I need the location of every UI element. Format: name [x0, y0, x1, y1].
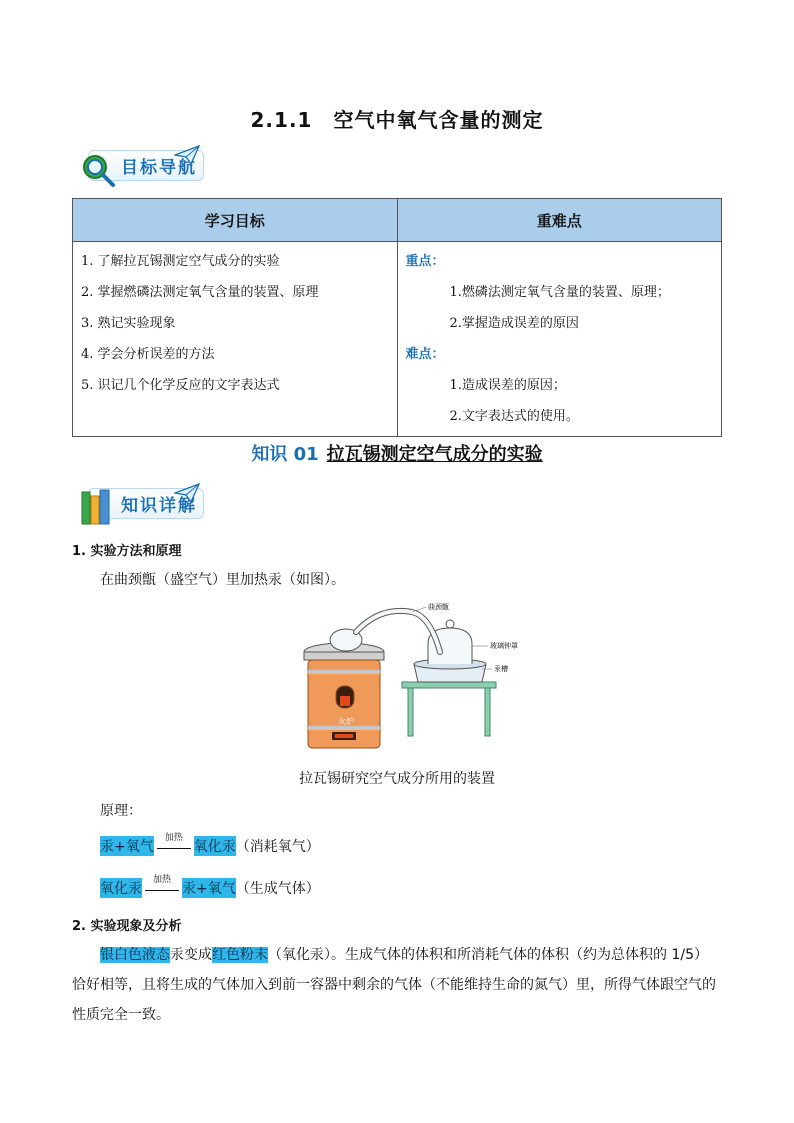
text-fragment: 汞变成 [170, 947, 212, 963]
section-2-line-1 [100, 940, 708, 970]
eq2-condition: 加热 [152, 875, 171, 885]
goal-banner [80, 150, 200, 181]
magnifier-icon [80, 152, 116, 188]
goal-item: 5. 识记几个化学反应的文字表达式 [81, 378, 280, 393]
equation-2 [100, 875, 320, 898]
key-points-cell [397, 242, 722, 437]
bell-jar-label: 玻璃钟罩 [490, 642, 518, 650]
retort-label: 曲颈甑 [428, 603, 449, 611]
eq1-reactants: 汞+氧气 [100, 836, 154, 856]
eq2-reactants: 氧化汞 [100, 878, 142, 898]
eq2-note: （生成气体） [235, 881, 320, 897]
goal-item: 2. 掌握燃磷法测定氧气含量的装置、原理 [81, 285, 319, 300]
detail-banner [80, 488, 200, 519]
section-1-heading: 1. 实验方法和原理 [72, 544, 182, 559]
section-2-heading: 2. 实验现象及分析 [72, 919, 182, 934]
difficulty-label: 难点： [405, 347, 445, 362]
equation-1 [100, 833, 320, 856]
section-1-text: 在曲颈甑（盛空气）里加热汞（如图）。 [100, 572, 345, 588]
books-icon [80, 488, 114, 526]
difficulty-item: 1.造成误差的原因； [449, 378, 566, 393]
page-title: 2.1.1 空气中氧气含量的测定 [250, 108, 544, 132]
key-item: 2.掌握造成误差的原因 [449, 316, 579, 331]
goals-table [72, 198, 722, 437]
eq1-products: 氧化汞 [194, 836, 236, 856]
lavoisier-apparatus-figure [300, 600, 530, 760]
eq1-arrow [157, 833, 191, 853]
knowledge-heading [0, 440, 794, 466]
red-powder-highlight: 红色粉末 [212, 947, 268, 963]
knowledge-title: 拉瓦锡测定空气成分的实验 [326, 444, 543, 465]
section-2-line-3: 性质完全一致。 [72, 1007, 170, 1023]
silver-white-highlight: 银白色 [100, 947, 142, 963]
goal-item: 1. 了解拉瓦锡测定空气成分的实验 [81, 254, 280, 269]
liquid-highlight: 液态 [142, 947, 170, 963]
figure-caption: 拉瓦锡研究空气成分所用的装置 [299, 771, 495, 787]
goal-item: 4. 学会分析误差的方法 [81, 347, 215, 362]
section-2-line-2: 恰好相等，且将生成的气体加入到前一容器中剩余的气体（不能维持生命的氮气）里，所得气体跟空气的 [72, 977, 716, 993]
goals-cell [73, 242, 398, 437]
key-points-header: 重难点 [397, 199, 722, 242]
key-label: 重点： [405, 254, 445, 269]
eq2-products: 汞+氧气 [182, 878, 236, 898]
paper-plane-icon [174, 145, 200, 165]
paper-plane-icon [174, 483, 200, 503]
principle-label: 原理： [100, 803, 142, 819]
knowledge-number: 知识 01 [251, 444, 319, 465]
trough-label: 汞槽 [494, 665, 508, 673]
goal-item: 3. 熟记实验现象 [81, 316, 176, 331]
text-fragment: （氧化汞）。生成气体的体积和所消耗气体的体积（约为总体积的 1/5） [268, 947, 708, 963]
eq2-arrow [145, 875, 179, 895]
goals-header: 学习目标 [73, 199, 398, 242]
furnace-label: 火炉 [338, 717, 354, 726]
key-item: 1.燃磷法测定氧气含量的装置、原理； [449, 285, 670, 300]
eq1-note: （消耗氧气） [235, 839, 320, 855]
goal-banner-label: 目标导航 [88, 150, 204, 181]
detail-banner-label: 知识详解 [88, 488, 204, 519]
difficulty-item: 2.文字表达式的使用。 [449, 409, 579, 424]
eq1-condition: 加热 [164, 833, 183, 843]
